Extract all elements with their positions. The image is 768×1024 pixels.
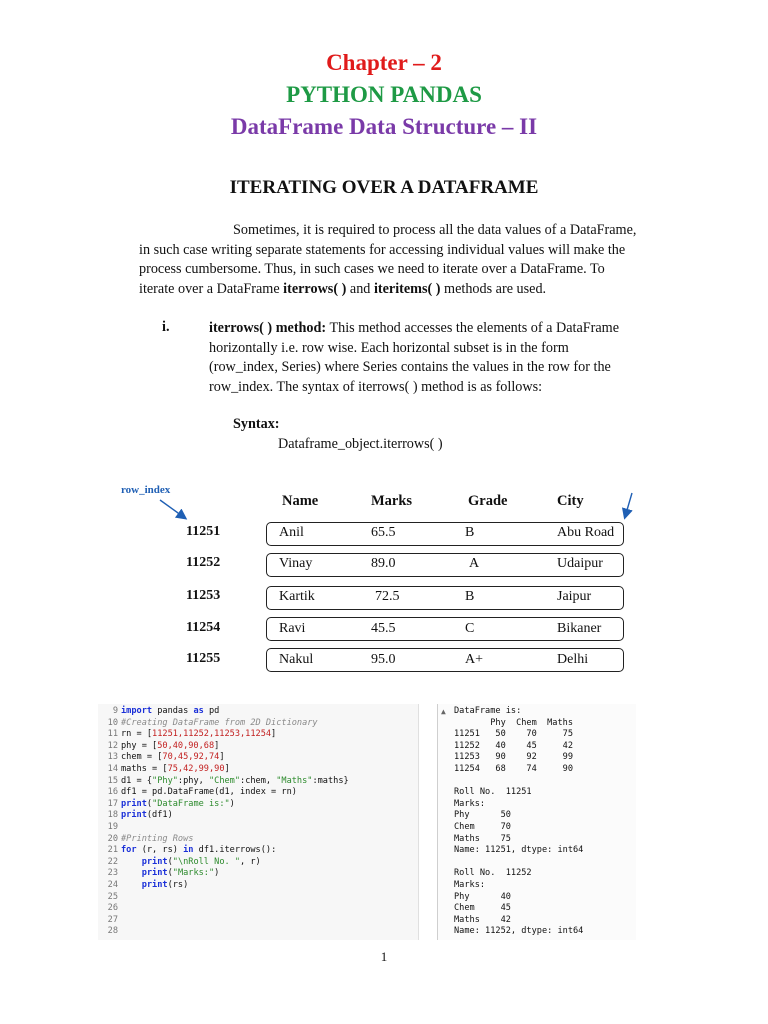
code-line [121, 776, 349, 788]
code-line [121, 845, 349, 857]
line-number: 12 [107, 740, 118, 751]
code-keyword: for [121, 845, 137, 856]
header-grade: Grade [468, 493, 508, 509]
chapter-title: Chapter – 2 [326, 50, 442, 75]
line-number: 9 [112, 706, 118, 716]
code-comment: #Creating DataFrame from 2D Dictionary [121, 717, 318, 728]
console-output-panel [437, 704, 636, 940]
cell-marks: 65.5 [371, 525, 396, 540]
code-text: ] [214, 740, 220, 751]
console-line: Maths 42 [454, 914, 511, 925]
section-heading: ITERATING OVER A DATAFRAME [229, 177, 539, 198]
series-arrow [625, 493, 632, 517]
code-text: :maths} [312, 775, 349, 786]
code-line [121, 729, 349, 741]
row-id: 11252 [186, 555, 221, 570]
line-number: 24 [107, 879, 118, 890]
code-text: :phy, [177, 775, 209, 786]
code-text: rn = [ [121, 729, 153, 740]
code-comment: #Printing Rows [121, 833, 194, 844]
code-text: maths = [ [121, 763, 168, 774]
line-number: 13 [107, 752, 118, 763]
code-string: "\nRoll No. " [172, 856, 241, 867]
row-index-arrow [160, 500, 185, 518]
row-id: 11254 [186, 620, 221, 635]
line-number: 11 [107, 729, 118, 740]
row-id: 11255 [186, 651, 221, 666]
bullet-line-3: (row_index, Series) where Series contains the values in the row for the [209, 359, 611, 375]
line-number: 18 [107, 810, 118, 821]
bullet-line-4: row_index. The syntax of iterrows( ) method is as follows: [209, 378, 543, 395]
line-number: 22 [107, 856, 118, 867]
code-text: (rs) [167, 879, 189, 890]
code-text: ] [219, 752, 225, 763]
code-text: ) [214, 868, 220, 879]
syntax-code: Dataframe_object.iterrows( ) [278, 436, 443, 452]
code-line [121, 868, 349, 880]
code-keyword: as [193, 706, 204, 716]
code-text: ( [146, 798, 153, 809]
cell-name: Kartik [279, 589, 315, 604]
console-lines [454, 706, 583, 938]
code-line-empty [121, 915, 349, 927]
code-text: :chem, [240, 775, 277, 786]
console-line: Marks: [454, 798, 486, 809]
code-line: df1 = pd.DataFrame(d1, index = rn) [121, 787, 297, 798]
line-number: 16 [107, 787, 118, 798]
code-line [121, 764, 349, 776]
code-keyword: in [183, 845, 194, 856]
code-line-empty [121, 903, 349, 915]
header-name: Name [282, 493, 319, 509]
cell-city: Jaipur [557, 589, 592, 604]
console-line: Roll No. 11251 [454, 787, 532, 798]
code-string: "Phy" [152, 775, 178, 786]
code-text: ( [167, 856, 173, 867]
console-line [454, 857, 583, 869]
subject-title: PYTHON PANDAS [286, 82, 482, 107]
line-number: 14 [107, 763, 118, 774]
code-keyword: print [141, 879, 168, 890]
cell-marks: 95.0 [371, 652, 396, 667]
intro-line-3: process cumbersome. Thus, in such cases we need to iterate over a DataFrame. To [139, 261, 605, 277]
code-indent [121, 857, 142, 867]
code-indent [121, 868, 142, 878]
code-keyword: print [141, 856, 168, 867]
console-line: Chem 45 [454, 903, 511, 914]
code-number: 50,40,90,68 [157, 740, 215, 751]
line-number: 17 [107, 798, 118, 809]
code-line [121, 880, 349, 892]
cell-city: Bikaner [557, 621, 602, 636]
bullet-line-2: horizontally i.e. row wise. Each horizontal subset is in the form [209, 339, 569, 356]
cell-grade: A+ [465, 652, 484, 667]
console-line: 11254 68 74 90 [454, 763, 573, 774]
code-indent [121, 880, 142, 890]
code-keyword: print [141, 868, 168, 879]
line-number-gutter [98, 706, 118, 938]
line-number: 21 [107, 845, 118, 856]
console-line: Name: 11252, dtype: int64 [454, 926, 584, 937]
header-marks: Marks [371, 493, 413, 509]
cell-name: Vinay [279, 556, 313, 571]
cell-name: Anil [279, 525, 304, 540]
code-string: "Maths" [276, 775, 313, 786]
console-line: DataFrame is: [454, 706, 522, 716]
code-lines [121, 706, 349, 938]
console-scroll-marker-icon: ▲ [441, 707, 446, 716]
code-text: (r, rs) [136, 845, 184, 856]
code-string: "DataFrame is:" [152, 798, 230, 809]
console-line: 11252 40 45 42 [454, 740, 573, 751]
page-number: 1 [380, 949, 388, 964]
bullet-lead: iterrows( ) method: [209, 320, 327, 336]
iterrows-term: iterrows( ) [283, 280, 347, 297]
code-editor-panel [98, 704, 419, 940]
line-number: 19 [107, 821, 118, 832]
line-number: 26 [107, 903, 118, 914]
code-text: chem = [ [121, 752, 163, 763]
code-keyword: import [121, 706, 153, 716]
code-text: , r) [240, 856, 261, 867]
console-line: Chem 70 [454, 821, 511, 832]
console-line: Phy Chem Maths [454, 717, 573, 728]
line-number: 28 [107, 926, 118, 937]
line-number: 27 [107, 914, 118, 925]
syntax-label: Syntax: [233, 416, 280, 432]
cell-marks: 45.5 [371, 621, 396, 636]
console-line: Marks: [454, 879, 486, 890]
console-line: Phy 40 [454, 891, 511, 902]
code-string: "Chem" [208, 775, 241, 786]
line-number: 10 [107, 717, 118, 728]
code-keyword: print [121, 810, 147, 821]
line-number: 25 [107, 891, 118, 902]
code-text: df1.iterrows(): [193, 845, 277, 856]
topic-title: DataFrame Data Structure – II [230, 114, 538, 139]
code-line-empty [121, 892, 349, 904]
code-number: 75,42,99,90 [167, 763, 225, 774]
code-keyword: print [121, 798, 147, 809]
code-line [121, 752, 349, 764]
bullet-number: i. [162, 319, 170, 335]
console-line: Maths 75 [454, 833, 511, 844]
code-number: 70,45,92,74 [162, 752, 220, 763]
iteritems-term: iteritems( ) [373, 280, 441, 297]
code-text: phy = [ [121, 740, 158, 751]
code-text: d1 = { [121, 775, 153, 786]
line-number: 20 [107, 833, 118, 844]
intro-text: methods are used. [440, 280, 547, 297]
code-line [121, 799, 349, 811]
cell-grade: C [465, 621, 475, 636]
cell-city: Udaipur [557, 556, 603, 571]
console-line: Phy 50 [454, 810, 511, 821]
cell-grade: B [465, 525, 475, 540]
console-line: 11253 90 92 99 [454, 752, 573, 763]
cell-city: Delhi [557, 652, 589, 667]
row-index-label: row_index [121, 484, 171, 496]
line-number: 15 [107, 775, 118, 786]
intro-text: iterate over a DataFrame [139, 280, 284, 297]
code-text: pd [203, 706, 220, 716]
cell-city: Abu Road [557, 525, 615, 540]
console-line: Name: 11251, dtype: int64 [454, 845, 584, 856]
console-line [454, 776, 583, 788]
header-city: City [557, 493, 584, 509]
code-text: pandas [152, 706, 194, 716]
row-id: 11253 [186, 588, 221, 603]
cell-marks: 72.5 [375, 589, 400, 604]
code-line [121, 706, 349, 718]
console-line: 11251 50 70 75 [454, 729, 573, 740]
cell-name: Nakul [279, 652, 314, 667]
cell-grade: B [465, 589, 475, 604]
line-number: 23 [107, 868, 118, 879]
code-line [121, 810, 349, 822]
cell-name: Ravi [279, 621, 306, 636]
code-number: 11251,11252,11253,11254 [152, 729, 272, 740]
row-id: 11251 [186, 524, 221, 539]
code-line [121, 857, 349, 869]
code-text: (df1) [146, 810, 173, 821]
code-text: ( [167, 868, 173, 879]
intro-line-1: Sometimes, it is required to process all the data values of a DataFrame, [233, 222, 637, 238]
code-line-empty [121, 822, 349, 834]
code-line-empty [121, 926, 349, 938]
cell-marks: 89.0 [371, 556, 396, 571]
code-text: ] [224, 763, 230, 774]
code-line [121, 741, 349, 753]
code-text: ) [229, 798, 235, 809]
code-string: "Marks:" [172, 868, 215, 879]
console-line: Roll No. 11252 [454, 868, 532, 879]
cell-grade: A [469, 556, 480, 571]
bullet-text: This method accesses the elements of a DataFrame [326, 320, 620, 336]
intro-line-2: in such case writing separate statements for accessing individual values will make the [139, 241, 626, 258]
intro-text: and [346, 280, 374, 297]
code-text: ] [271, 729, 277, 740]
